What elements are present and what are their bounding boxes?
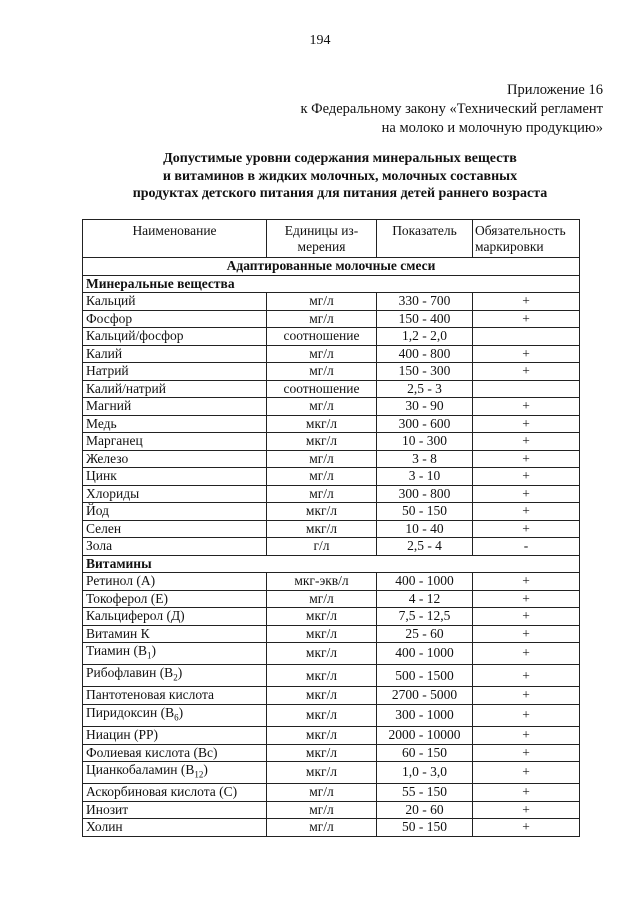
substance-name: Медь <box>86 415 117 431</box>
header-mark-line: Обязательность <box>475 223 566 238</box>
table-row <box>83 398 580 416</box>
substance-name: Кальций <box>86 293 136 308</box>
cell-name <box>83 380 267 398</box>
cell-mark: + <box>473 573 580 591</box>
table-row <box>83 665 580 687</box>
substance-name: Кальциферол (Д) <box>86 608 185 623</box>
header-unit-line: Единицы из- <box>284 223 359 238</box>
cell-value: 30 - 90 <box>377 398 473 416</box>
cell-name <box>83 415 267 433</box>
cell-value: 400 - 1000 <box>377 573 473 591</box>
appendix-line: Приложение 16 <box>507 82 603 98</box>
header-unit <box>267 220 377 258</box>
table-row <box>83 520 580 538</box>
cell-mark: + <box>473 450 580 468</box>
cell-mark: - <box>473 538 580 556</box>
page-number: 194 <box>309 33 331 48</box>
header-mark-line: маркировки <box>475 239 544 254</box>
substance-name: Хлориды <box>86 485 140 501</box>
table-row <box>83 784 580 802</box>
cell-unit: мкг/л <box>267 687 377 705</box>
table-row <box>83 590 580 608</box>
table-row <box>83 485 580 503</box>
group-title: Витамины <box>83 555 580 573</box>
cell-mark: + <box>473 744 580 762</box>
substance-subscript: 6 <box>174 712 179 723</box>
substance-name: Тиамин (В <box>86 643 147 658</box>
header-name: Наименование <box>83 220 267 258</box>
substance-subscript: 2 <box>173 672 178 683</box>
appendix-line: к Федеральному закону «Технический регламент <box>300 101 603 117</box>
table-row <box>83 345 580 363</box>
cell-value: 1,2 - 2,0 <box>377 328 473 346</box>
cell-value: 3 - 10 <box>377 468 473 486</box>
cell-mark: + <box>473 520 580 538</box>
cell-name <box>83 345 267 363</box>
cell-name <box>83 819 267 837</box>
cell-name <box>83 608 267 626</box>
table-row <box>83 762 580 784</box>
table-header-row <box>83 220 580 258</box>
cell-name <box>83 293 267 311</box>
cell-unit: мг/л <box>267 293 377 311</box>
cell-value: 50 - 150 <box>377 819 473 837</box>
cell-mark <box>473 380 580 398</box>
cell-name <box>83 363 267 381</box>
table-row <box>83 608 580 626</box>
cell-mark: + <box>473 665 580 687</box>
header-mark <box>473 220 580 258</box>
cell-unit: мкг/л <box>267 744 377 762</box>
cell-value: 300 - 1000 <box>377 704 473 726</box>
cell-name <box>83 801 267 819</box>
cell-name <box>83 727 267 745</box>
table-row <box>83 573 580 591</box>
table-row <box>83 293 580 311</box>
cell-unit: соотношение <box>267 380 377 398</box>
section-row <box>83 258 580 276</box>
cell-mark: + <box>473 503 580 521</box>
substance-name: Фосфор <box>86 310 133 326</box>
cell-unit: мкг/л <box>267 625 377 643</box>
substance-name-suffix: ) <box>151 643 156 658</box>
substance-name-suffix: ) <box>178 704 184 720</box>
cell-name <box>83 704 267 726</box>
cell-value: 55 - 150 <box>377 784 473 802</box>
table-row <box>83 704 580 726</box>
cell-value: 150 - 400 <box>377 310 473 328</box>
cell-name <box>83 520 267 538</box>
cell-mark: + <box>473 784 580 802</box>
substance-name: Калий <box>86 345 123 361</box>
norms-table <box>82 219 580 837</box>
substance-name: Токоферол (Е) <box>86 590 169 606</box>
cell-mark: + <box>473 345 580 363</box>
substance-name: Ниацин (РР) <box>86 727 159 743</box>
substance-name: Инозит <box>86 801 129 817</box>
cell-value: 2700 - 5000 <box>377 687 473 705</box>
substance-name: Йод <box>86 503 109 518</box>
cell-mark: + <box>473 762 580 784</box>
cell-name <box>83 625 267 643</box>
substance-name: Селен <box>86 520 122 536</box>
cell-name <box>83 450 267 468</box>
group-row <box>83 555 580 573</box>
cell-name <box>83 468 267 486</box>
cell-name <box>83 433 267 451</box>
cell-value: 400 - 800 <box>377 345 473 363</box>
cell-mark: + <box>473 363 580 381</box>
cell-value: 10 - 300 <box>377 433 473 451</box>
cell-mark: + <box>473 608 580 626</box>
substance-name: Цианкобаламин (В <box>86 762 195 778</box>
cell-unit: г/л <box>267 538 377 556</box>
cell-unit: мг/л <box>267 784 377 802</box>
cell-value: 20 - 60 <box>377 801 473 819</box>
cell-name <box>83 573 267 591</box>
cell-name <box>83 744 267 762</box>
cell-unit: мг/л <box>267 801 377 819</box>
group-title: Минеральные вещества <box>83 275 580 293</box>
cell-unit: мкг/л <box>267 520 377 538</box>
substance-name-suffix: ) <box>203 762 208 778</box>
table-row <box>83 643 580 665</box>
cell-unit: мкг/л <box>267 704 377 726</box>
cell-unit: мг/л <box>267 345 377 363</box>
cell-mark: + <box>473 727 580 745</box>
appendix-line: на молоко и молочную продукцию» <box>381 120 603 136</box>
document-title <box>60 150 620 203</box>
substance-name: Магний <box>86 398 132 413</box>
cell-unit: мкг/л <box>267 643 377 665</box>
cell-unit: мг/л <box>267 819 377 837</box>
title-line: продуктах детского питания для питания детей раннего возраста <box>132 186 548 201</box>
cell-unit: мкг/л <box>267 433 377 451</box>
substance-subscript: 12 <box>194 769 204 780</box>
table-row <box>83 819 580 837</box>
cell-unit: мкг/л <box>267 665 377 687</box>
table-row <box>83 468 580 486</box>
substance-name: Холин <box>86 819 123 835</box>
table-row <box>83 363 580 381</box>
cell-unit: мг/л <box>267 450 377 468</box>
cell-value: 50 - 150 <box>377 503 473 521</box>
table-row <box>83 433 580 451</box>
substance-name: Рибофлавин (В <box>86 665 174 681</box>
cell-mark: + <box>473 643 580 665</box>
group-row <box>83 275 580 293</box>
cell-name <box>83 503 267 521</box>
cell-mark: + <box>473 590 580 608</box>
cell-name <box>83 784 267 802</box>
table-row <box>83 687 580 705</box>
substance-name: Ретинол (А) <box>86 573 156 588</box>
cell-unit: мг/л <box>267 363 377 381</box>
table-row <box>83 801 580 819</box>
appendix-note <box>300 81 603 138</box>
cell-mark: + <box>473 310 580 328</box>
cell-value: 25 - 60 <box>377 625 473 643</box>
cell-name <box>83 590 267 608</box>
table-row <box>83 450 580 468</box>
substance-subscript: 1 <box>147 650 152 661</box>
cell-mark: + <box>473 687 580 705</box>
cell-mark: + <box>473 398 580 416</box>
cell-value: 2000 - 10000 <box>377 727 473 745</box>
substance-name: Марганец <box>86 433 143 448</box>
cell-value: 150 - 300 <box>377 363 473 381</box>
table-row <box>83 310 580 328</box>
cell-value: 1,0 - 3,0 <box>377 762 473 784</box>
cell-mark: + <box>473 485 580 503</box>
table-row <box>83 380 580 398</box>
cell-name <box>83 665 267 687</box>
title-line: и витаминов в жидких молочных, молочных составных <box>162 168 518 184</box>
cell-mark: + <box>473 625 580 643</box>
cell-unit: мкг-экв/л <box>267 573 377 591</box>
cell-mark: + <box>473 801 580 819</box>
table-row <box>83 503 580 521</box>
cell-value: 300 - 600 <box>377 415 473 433</box>
cell-value: 4 - 12 <box>377 590 473 608</box>
title-line: Допустимые уровни содержания минеральных веществ <box>163 151 517 166</box>
cell-name <box>83 328 267 346</box>
table-row <box>83 625 580 643</box>
substance-name: Витамин К <box>86 625 150 641</box>
section-title: Адаптированные молочные смеси <box>83 258 580 276</box>
cell-mark: + <box>473 433 580 451</box>
substance-name: Железо <box>86 450 129 466</box>
cell-unit: мг/л <box>267 398 377 416</box>
cell-unit: соотношение <box>267 328 377 346</box>
cell-name <box>83 485 267 503</box>
table-row <box>83 538 580 556</box>
substance-name: Зола <box>86 538 113 553</box>
cell-unit: мкг/л <box>267 762 377 784</box>
cell-value: 2,5 - 3 <box>377 380 473 398</box>
cell-unit: мкг/л <box>267 727 377 745</box>
cell-unit: мкг/л <box>267 503 377 521</box>
cell-mark: + <box>473 704 580 726</box>
cell-name <box>83 398 267 416</box>
cell-unit: мкг/л <box>267 415 377 433</box>
table-row <box>83 727 580 745</box>
cell-mark <box>473 328 580 346</box>
table-row <box>83 744 580 762</box>
cell-value: 400 - 1000 <box>377 643 473 665</box>
cell-value: 3 - 8 <box>377 450 473 468</box>
substance-name: Цинк <box>86 468 117 483</box>
cell-value: 300 - 800 <box>377 485 473 503</box>
substance-name-suffix: ) <box>177 665 183 681</box>
cell-name <box>83 762 267 784</box>
cell-mark: + <box>473 819 580 837</box>
cell-name <box>83 687 267 705</box>
cell-name <box>83 538 267 556</box>
cell-value: 2,5 - 4 <box>377 538 473 556</box>
cell-unit: мкг/л <box>267 608 377 626</box>
cell-name <box>83 310 267 328</box>
table-body <box>83 258 580 837</box>
cell-value: 10 - 40 <box>377 520 473 538</box>
substance-name: Калий/натрий <box>86 380 167 396</box>
cell-unit: мг/л <box>267 310 377 328</box>
substance-name: Фолиевая кислота (Вс) <box>86 744 218 760</box>
table-row <box>83 415 580 433</box>
cell-value: 500 - 1500 <box>377 665 473 687</box>
cell-unit: мг/л <box>267 485 377 503</box>
cell-unit: мг/л <box>267 468 377 486</box>
cell-mark: + <box>473 293 580 311</box>
cell-unit: мг/л <box>267 590 377 608</box>
cell-value: 7,5 - 12,5 <box>377 608 473 626</box>
cell-mark: + <box>473 468 580 486</box>
substance-name: Кальций/фосфор <box>86 328 184 343</box>
substance-name: Аскорбиновая кислота (С) <box>86 784 238 800</box>
header-unit-line: мерения <box>297 239 346 254</box>
substance-name: Натрий <box>86 363 129 378</box>
substance-name: Пиридоксин (В <box>86 704 175 720</box>
table-row <box>83 328 580 346</box>
cell-name <box>83 643 267 665</box>
header-value: Показатель <box>377 220 473 258</box>
substance-name: Пантотеновая кислота <box>86 687 215 703</box>
cell-mark: + <box>473 415 580 433</box>
cell-value: 330 - 700 <box>377 293 473 311</box>
cell-value: 60 - 150 <box>377 744 473 762</box>
